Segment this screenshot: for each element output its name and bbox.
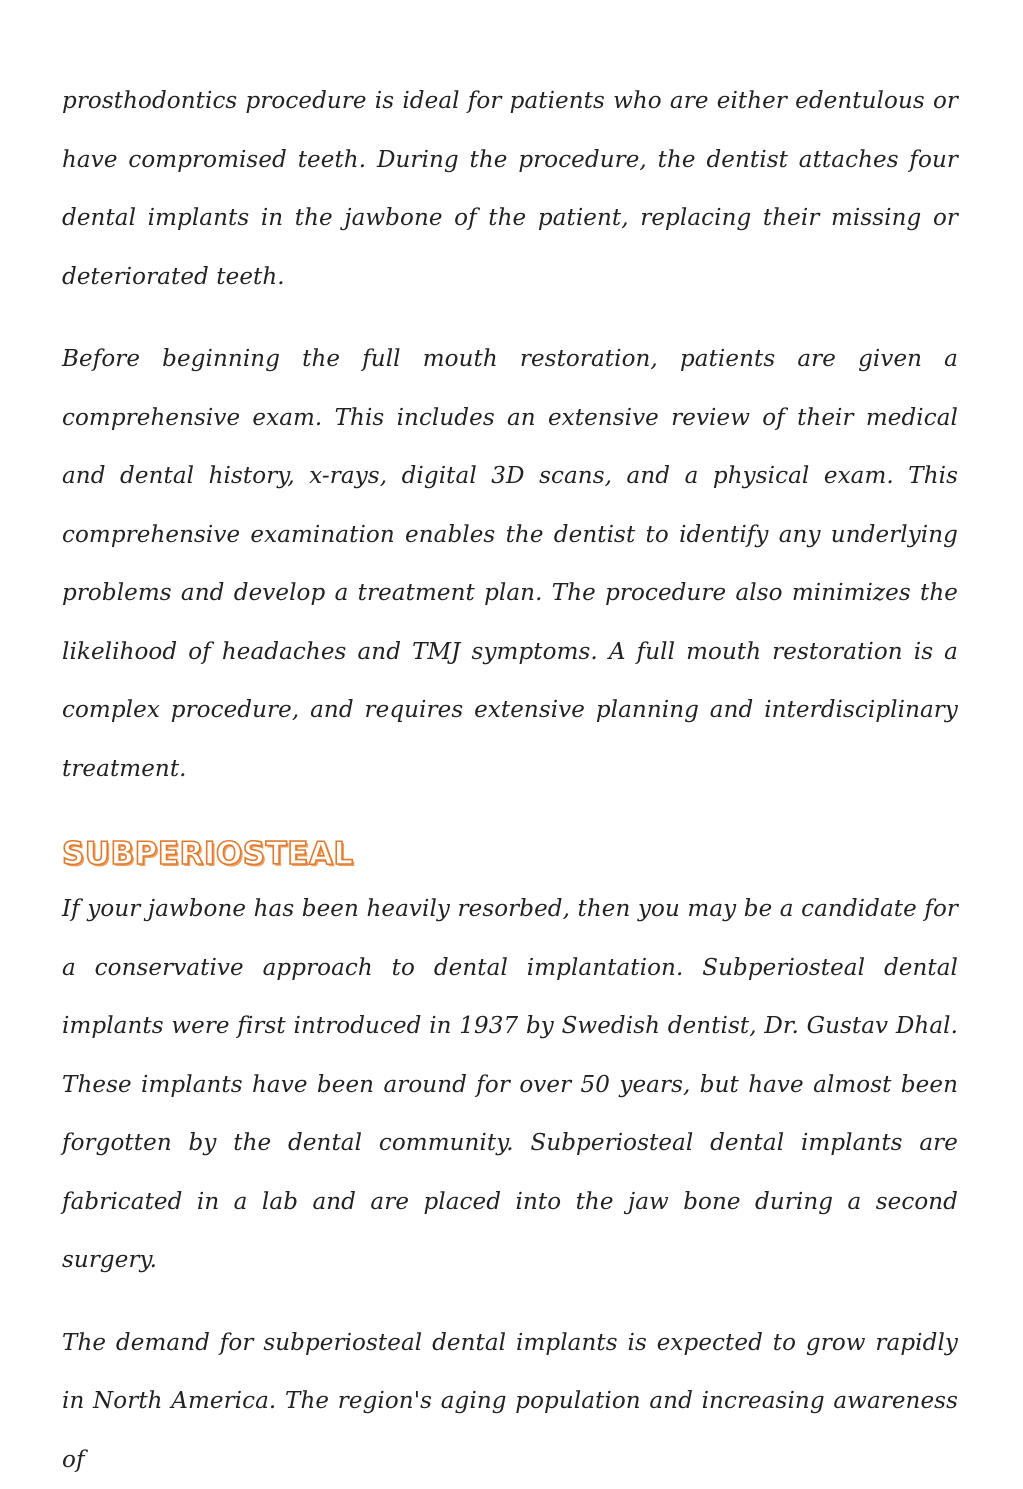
- paragraph-subperiosteal-intro: If your jawbone has been heavily resorbed, then you may be a candidate for a conservative approach to dental implantation. Subperiosteal dental implants were first introduced in 1937 by Swedish dentist, Dr. Gustav Dhal. These implants have been around for over 50 years, but have almost been forgotten by the dental community. Subperiosteal dental implants are fabricated in a lab and are placed into the jaw bone during a second surgery.: [62, 880, 958, 1290]
- document-page: [62, 72, 958, 1489]
- paragraph-subperiosteal-demand: The demand for subperiosteal dental implants is expected to grow rapidly in North America. The region's aging population and increasing awareness of: [62, 1314, 958, 1489]
- paragraph-prosthodontics: prosthodontics procedure is ideal for patients who are either edentulous or have compromised teeth. During the procedure, the dentist attaches four dental implants in the jawbone of the patient, replacing their missing or deteriorated teeth.: [62, 72, 958, 306]
- paragraph-full-mouth-restoration: Before beginning the full mouth restoration, patients are given a comprehensive exam. This includes an extensive review of their medical and dental history, x-rays, digital 3D scans, and a physical exam. This comprehensive examination enables the dentist to identify any underlying problems and develop a treatment plan. The procedure also minimizes the likelihood of headaches and TMJ symptoms. A full mouth restoration is a complex procedure, and requires extensive planning and interdisciplinary treatment.: [62, 330, 958, 798]
- section-heading-subperiosteal: SUBPERIOSTEAL: [62, 834, 958, 874]
